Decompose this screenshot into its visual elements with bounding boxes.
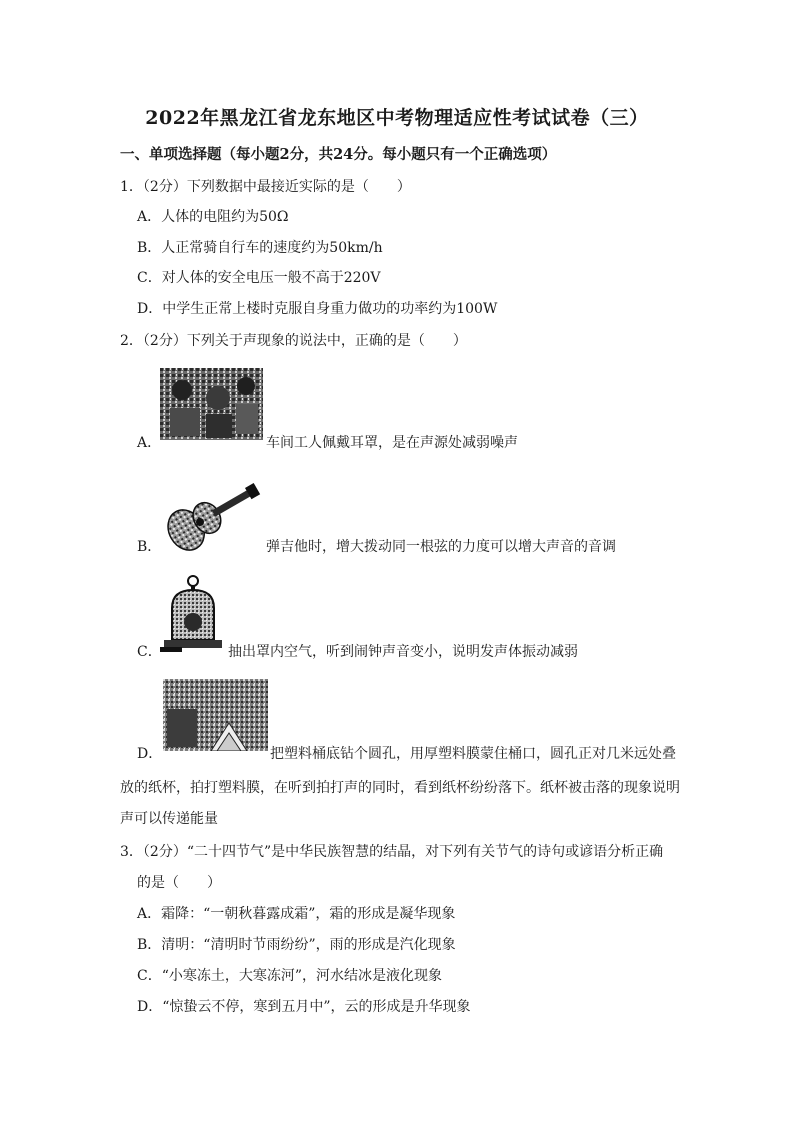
question-3-stem-line2: 的是（ ） — [137, 875, 221, 891]
exam-title: 2022年黑龙江省龙东地区中考物理适应性考试试卷（三） — [145, 107, 649, 129]
bell-jar-image — [160, 574, 226, 654]
question-2-option-d: 把塑料桶底钻个圆孔，用厚塑料膜蒙住桶口，圆孔正对几米远处叠 — [270, 746, 676, 762]
question-2-option-c: 抽出罩内空气，听到闹钟声音变小，说明发声体振动减弱 — [228, 644, 578, 660]
question-1-option-b: B．人正常骑自行车的速度约为50km/h — [137, 240, 383, 256]
question-2-option-b-letter: B． — [137, 539, 162, 555]
question-2-option-d-line2: 放的纸杯，拍打塑料膜，在听到拍打声的同时，看到纸杯纷纷落下。纸杯被击落的现象说明 — [120, 780, 680, 796]
question-1-option-d: D．中学生正常上楼时克服自身重力做功的功率约为100W — [137, 301, 498, 317]
factory-workers-image — [160, 368, 263, 440]
question-3-option-a: A．霜降：“一朝秋暮露成霜”，霜的形成是凝华现象 — [137, 906, 456, 922]
question-2-option-d-letter: D． — [137, 746, 163, 762]
question-3-option-d: D．“惊蛰云不停，寒到五月中”，云的形成是升华现象 — [137, 999, 471, 1015]
guitar-image — [160, 472, 264, 552]
question-3-option-c: C．“小寒冻土，大寒冻河”，河水结冰是液化现象 — [137, 968, 443, 984]
question-2-option-c-letter: C． — [137, 644, 162, 660]
question-2-option-d-line3: 声可以传递能量 — [120, 811, 218, 827]
question-2-stem: 2．（2分）下列关于声现象的说法中，正确的是（ ） — [120, 333, 467, 349]
question-3-stem: 3．（2分）“二十四节气”是中华民族智慧的结晶，对下列有关节气的诗句或谚语分析正确 — [120, 844, 664, 860]
question-2-option-a: 车间工人佩戴耳罩，是在声源处减弱噪声 — [266, 435, 518, 451]
question-2-option-a-letter: A． — [137, 435, 162, 451]
section-heading: 一、单项选择题（每小题2分，共24分。每小题只有一个正确选项） — [120, 146, 557, 163]
question-3-option-b: B．清明：“清明时节雨纷纷”，雨的形成是汽化现象 — [137, 937, 456, 953]
question-2-option-b: 弹吉他时，增大拨动同一根弦的力度可以增大声音的音调 — [266, 539, 616, 555]
question-1-option-a: A．人体的电阻约为50Ω — [137, 209, 289, 225]
question-1-stem: 1．（2分）下列数据中最接近实际的是（ ） — [120, 179, 411, 195]
paper-cups-image — [163, 679, 268, 751]
question-1-option-c: C．对人体的安全电压一般不高于220V — [137, 270, 381, 286]
